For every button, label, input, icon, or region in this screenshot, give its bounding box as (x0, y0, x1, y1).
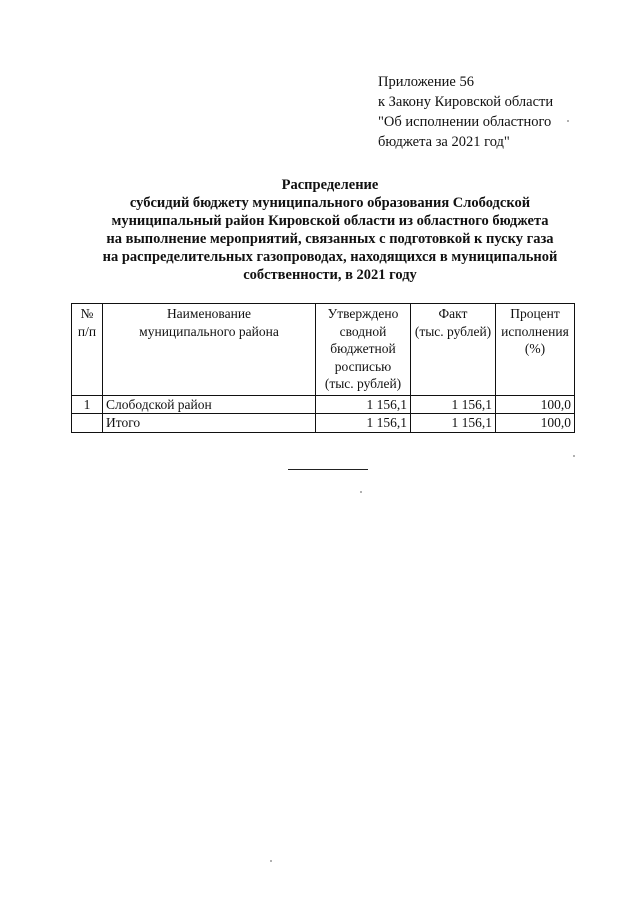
title-line-2: субсидий бюджету муниципального образования Слободской (129, 195, 531, 211)
header-num-line-1: № (80, 306, 94, 321)
table-header-row (72, 304, 575, 396)
header-fact (411, 304, 496, 396)
scan-speck (270, 860, 272, 862)
scan-speck (573, 455, 575, 457)
header-plan (316, 304, 411, 396)
header-percent-line-1: Процент (510, 306, 560, 321)
title-line-6: собственности, в 2021 году (243, 267, 417, 283)
scan-speck (567, 120, 569, 122)
header-fact-line-2: (тыс. рублей) (414, 323, 492, 339)
distribution-table (71, 303, 575, 433)
header-num (72, 304, 103, 396)
header-plan-line-1: Утверждено (327, 306, 399, 321)
appendix-line-3: "Об исполнении областного (378, 114, 552, 130)
header-plan-line-4: росписью (334, 358, 392, 374)
title-line-1: Распределение (281, 177, 379, 193)
header-plan-line-2: сводной (339, 323, 387, 339)
title-line-3: муниципальный район Кировской области из областного бюджета (111, 213, 549, 229)
scan-speck (360, 491, 362, 493)
title-line-4: на выполнение мероприятий, связанных с подготовкой к пуску газа (106, 231, 554, 247)
header-plan-line-5: (тыс. рублей) (324, 376, 402, 391)
header-plan-line-3: бюджетной (330, 341, 396, 356)
appendix-line-1: Приложение 56 (378, 74, 474, 90)
appendix-line-2: к Закону Кировской области (378, 94, 554, 110)
cell-name: Итого (103, 414, 316, 433)
header-fact-line-1: Факт (438, 306, 468, 321)
appendix-block (378, 72, 553, 152)
cell-plan: 1 156,1 (316, 414, 411, 433)
header-name-line-2: муниципального района (139, 323, 279, 339)
header-percent (496, 304, 575, 396)
cell-fact: 1 156,1 (411, 395, 496, 414)
header-percent-line-2: исполнения (501, 323, 569, 339)
cell-plan: 1 156,1 (316, 395, 411, 414)
cell-num (72, 414, 103, 433)
title-line-5: на распределительных газопроводах, находящихся в муниципальной (102, 249, 558, 265)
appendix-line-4: бюджета за 2021 год" (378, 134, 510, 150)
header-name (103, 304, 316, 396)
cell-fact: 1 156,1 (411, 414, 496, 433)
cell-percent: 100,0 (496, 395, 575, 414)
closing-rule (288, 469, 368, 470)
cell-percent: 100,0 (496, 414, 575, 433)
header-num-line-2: п/п (77, 323, 97, 339)
cell-num: 1 (72, 395, 103, 414)
document-title (40, 176, 620, 284)
table-row (72, 395, 575, 414)
cell-name: Слободской район (103, 395, 316, 414)
table-row-total (72, 414, 575, 433)
header-percent-line-3: (%) (524, 341, 546, 356)
header-name-line-1: Наименование (166, 306, 252, 321)
